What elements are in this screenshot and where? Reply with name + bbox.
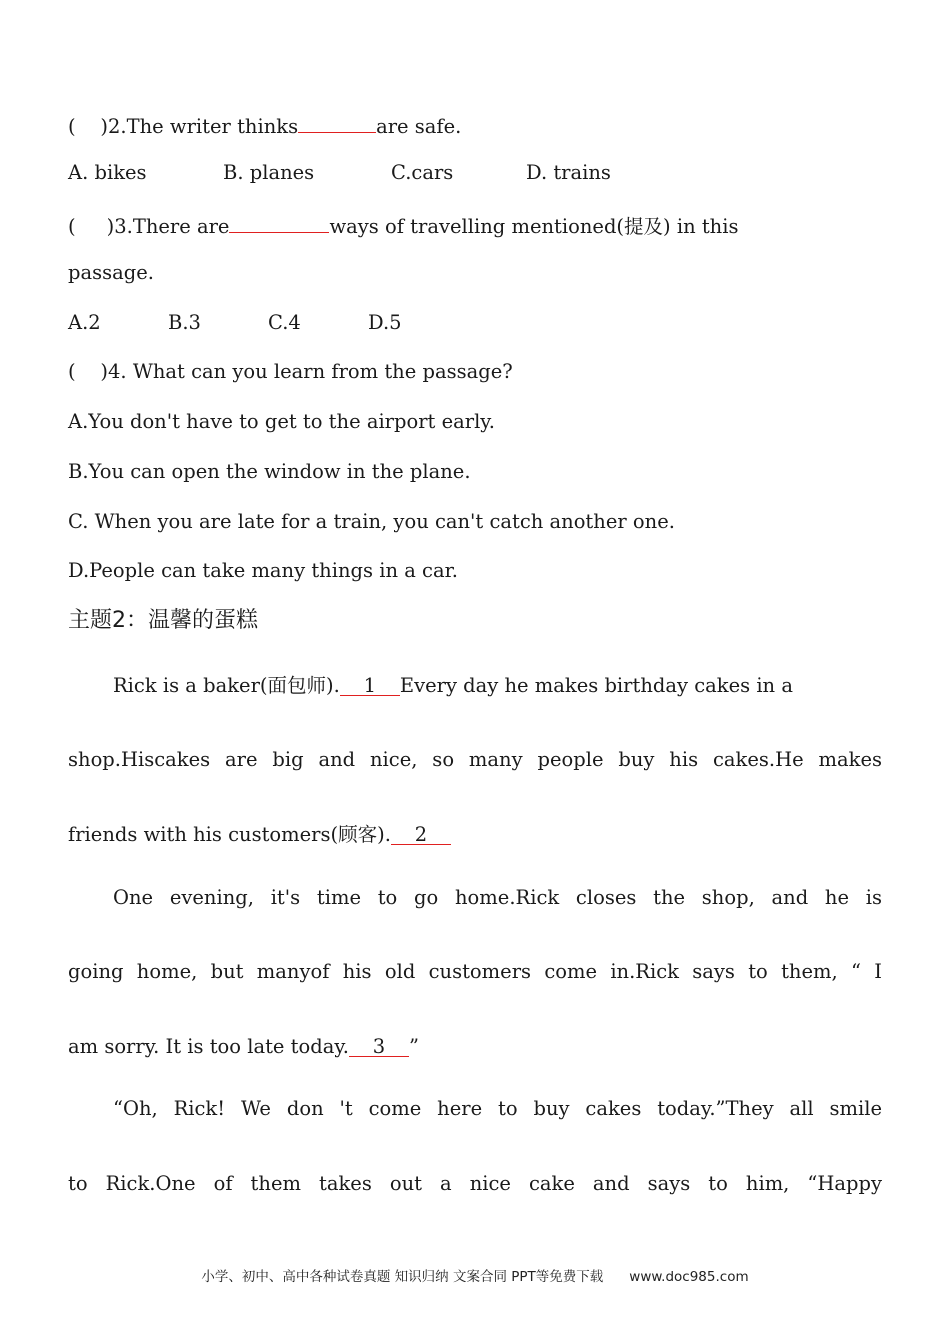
passage-line [68,673,882,699]
passage-blank-2: 2 [391,822,451,845]
passage-text: Rick is a baker(面包师). [113,674,340,697]
question-4-option: D.People can take many things in a car. [68,559,458,582]
passage-blank-3: 3 [349,1034,409,1057]
question-4-option: A.You don't have to get to the airport early. [68,410,495,433]
question-4-stem: ( )4. What can you learn from the passage? [68,360,513,383]
passage-blank-1: 1 [340,673,400,696]
question-2-prefix: ( )2.The writer thinks [68,115,299,138]
question-3-prefix: ( )3.There are [68,215,230,238]
passage-line [68,822,882,848]
option: A.2 [68,311,101,334]
passage-text: Every day he makes birthday cakes in a [399,674,793,697]
option: D.5 [368,311,402,334]
option: D. trains [526,161,611,184]
passage-text: ” [408,1035,419,1058]
question-4-option: B.You can open the window in the plane. [68,460,471,483]
option: C.4 [268,311,301,334]
question-3-continuation: passage. [68,261,154,284]
question-2 [68,110,882,140]
question-3-suffix: ways of travelling mentioned(提及) in this [329,215,739,238]
passage-line: shop.Hiscakes are big and nice, so many people buy his cakes.He makes [68,748,882,771]
passage-line [68,1034,882,1060]
option: A. bikes [68,161,147,184]
passage-line: going home, but manyof his old customers come in.Rick says to them, “ I [68,960,882,983]
page-footer [0,1265,950,1285]
answer-blank [298,110,376,133]
option: B. planes [223,161,315,184]
option: C.cars [391,161,454,184]
option: B.3 [168,311,201,334]
passage-line: “Oh, Rick! We don 't come here to buy cakes today.”They all smile [113,1097,882,1120]
section-title: 主题2：温馨的蛋糕 [68,608,258,633]
question-2-suffix: are safe. [376,115,462,138]
passage-line: to Rick.One of them takes out a nice cake and says to him, “Happy [68,1172,882,1195]
passage-line: One evening, it's time to go home.Rick closes the shop, and he is [113,886,882,909]
passage-text: am sorry. It is too late today. [68,1035,349,1058]
answer-blank [229,210,329,233]
passage-text: friends with his customers(顾客). [68,823,391,846]
footer-text: 小学、初中、高中各种试卷真题 知识归纳 文案合同 PPT等免费下载 [201,1269,604,1285]
footer-link[interactable]: www.doc985.com [629,1269,749,1285]
question-4-option: C. When you are late for a train, you can't catch another one. [68,510,675,533]
question-3 [68,210,882,240]
